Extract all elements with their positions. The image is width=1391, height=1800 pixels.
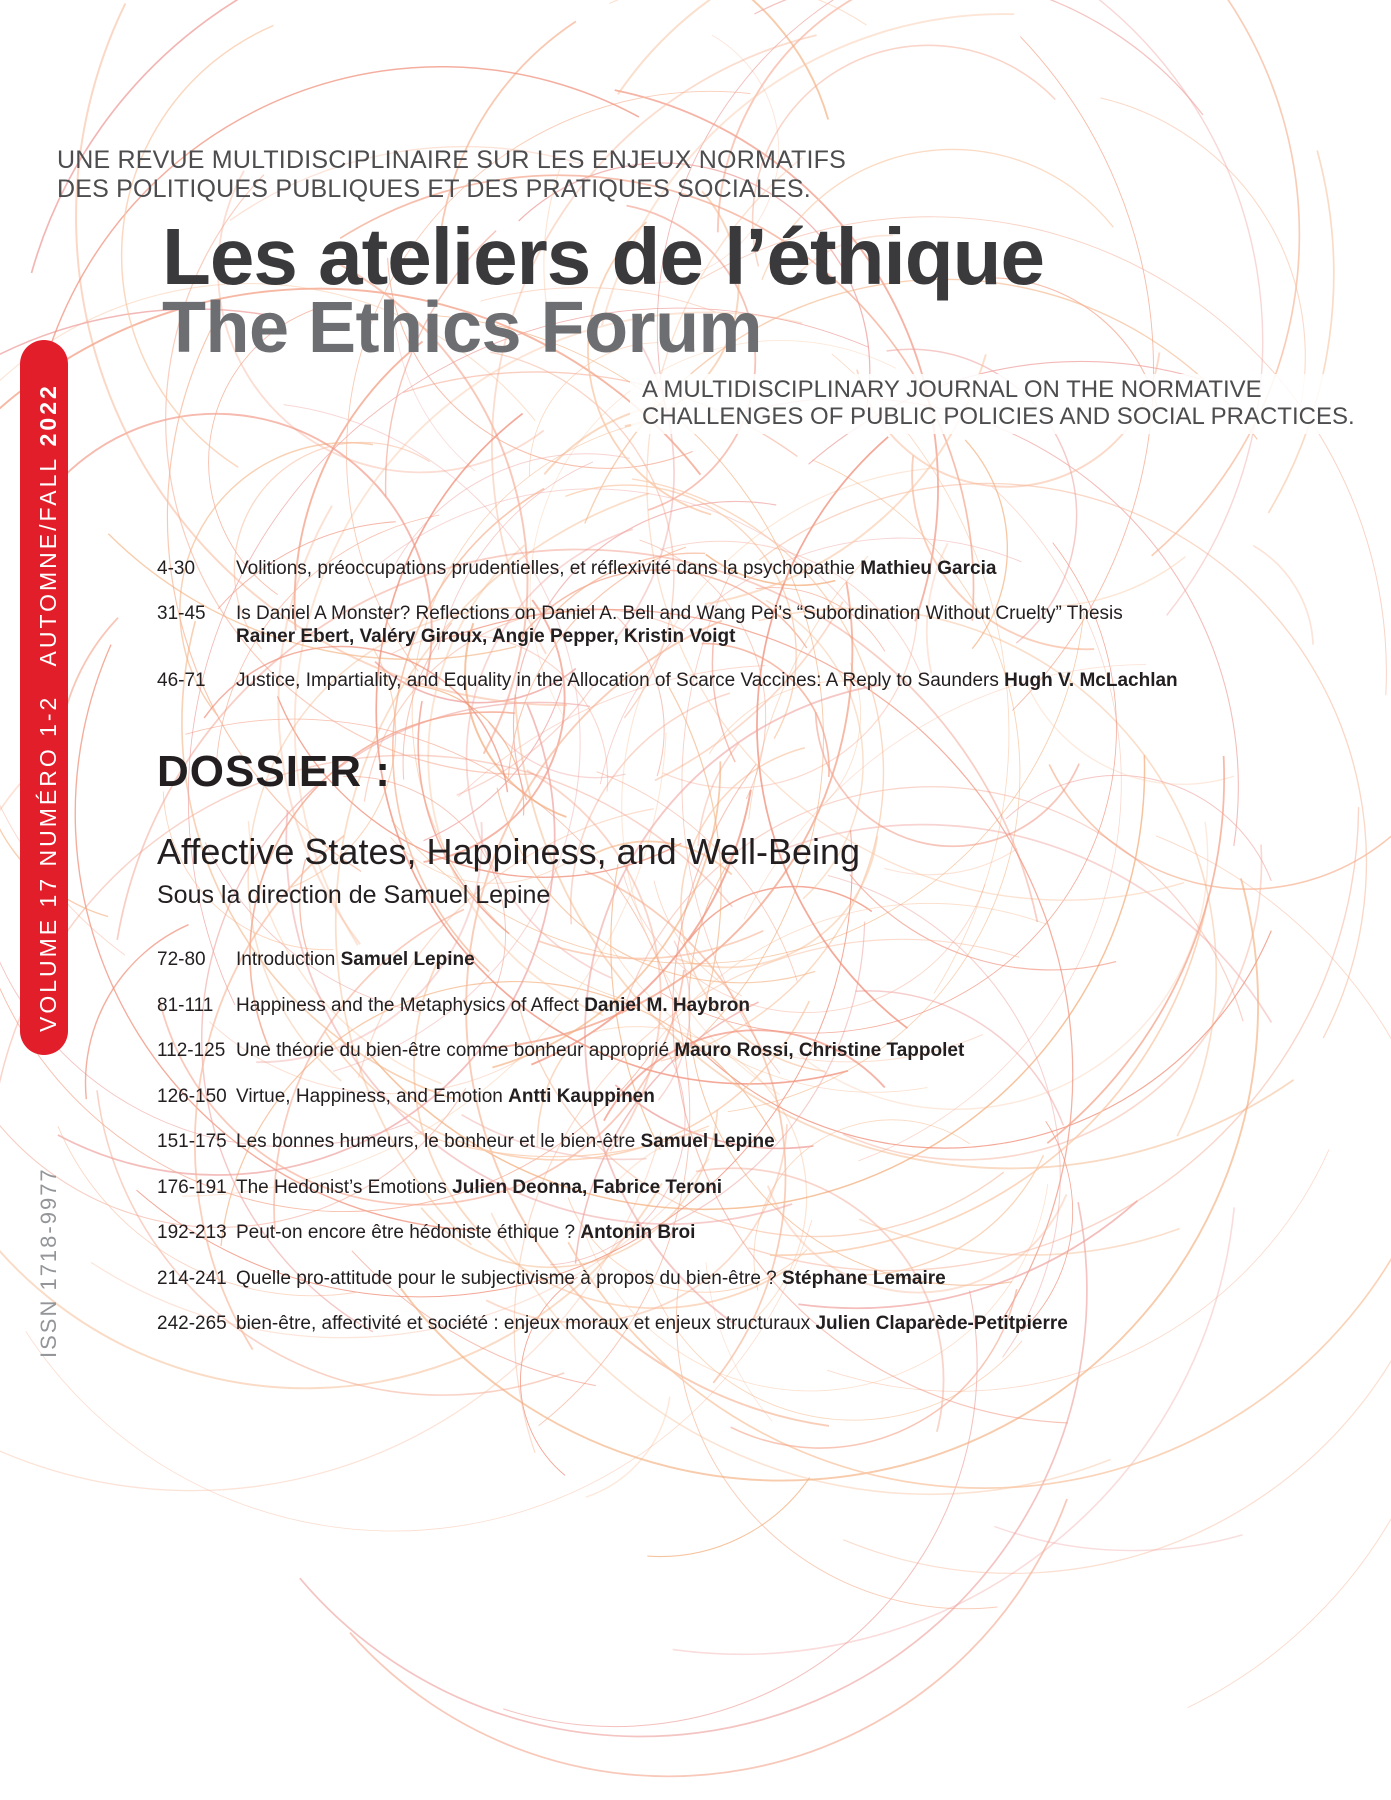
dossier-entry[interactable]: [157, 1312, 1337, 1335]
dossier-pages: 112-125: [157, 1040, 226, 1061]
dossier-article-title: Introduction: [236, 949, 336, 970]
background-arc: [1006, 775, 1272, 880]
dossier-entry[interactable]: [157, 1039, 1337, 1062]
dossier-entry[interactable]: [157, 1221, 1337, 1244]
issn-text: ISSN 1718-9977: [36, 1167, 61, 1358]
dossier-article-authors: Daniel M. Haybron: [584, 994, 750, 1016]
dossier-article-title: Happiness and the Metaphysics of Affect: [236, 994, 579, 1016]
dossier-editor: Sous la direction de Samuel Lepine: [157, 881, 551, 909]
background-arc: [586, 1397, 670, 1498]
background-arc: [884, 849, 1017, 875]
dossier-article-authors: Samuel Lepine: [640, 1131, 775, 1152]
article-pages: 4-30: [157, 558, 196, 579]
volume-year: 2022: [35, 383, 61, 447]
background-arc: [618, 0, 828, 94]
background-arc: [994, 1527, 1242, 1551]
article-title: Is Daniel A Monster? Reflections on Daniel A. Bell and Wang Pei’s “Subordination Without Cruelty” Thesis: [236, 603, 1123, 624]
background-arc: [444, 0, 828, 120]
article-authors: Hugh V. McLachlan: [1004, 670, 1178, 691]
tagline-english-line-1: A MULTIDISCIPLINARY JOURNAL ON THE NORMATIVE: [642, 376, 1262, 403]
dossier-pages: 151-175: [157, 1131, 227, 1152]
dossier-pages: 192-213: [157, 1222, 227, 1243]
dossier-entry[interactable]: [157, 948, 1337, 971]
background-arc: [1268, 151, 1333, 514]
article-authors: Mathieu Garcia: [860, 558, 997, 579]
article-authors: Rainer Ebert, Valéry Giroux, Angie Pepper, Kristin Voigt: [236, 626, 736, 647]
tagline-english: [630, 374, 1355, 434]
dossier-entry[interactable]: [157, 1130, 1337, 1153]
article-title: Justice, Impartiality, and Equality in the Allocation of Scarce Vaccines: A Reply to Saunders: [236, 670, 999, 691]
volume-season: AUTOMNE/FALL: [35, 455, 61, 667]
dossier-article-title: Quelle pro-attitude pour le subjectivisme à propos du bien-être ?: [236, 1267, 777, 1289]
journal-title-english: The Ethics Forum: [162, 288, 763, 368]
dossier-pages: 72-80: [157, 949, 206, 970]
article-entry[interactable]: [157, 669, 1337, 692]
article-entry[interactable]: [157, 557, 1337, 580]
dossier-article-title: Une théorie du bien-être comme bonheur approprié: [236, 1040, 670, 1061]
background-arc: [350, 1499, 1067, 1776]
dossier-article-authors: Julien Deonna, Fabrice Teroni: [452, 1176, 723, 1198]
dossier-entry[interactable]: [157, 994, 1337, 1017]
dossier-article-authors: Mauro Rossi, Christine Tappolet: [674, 1040, 965, 1061]
article-pages: 46-71: [157, 670, 206, 691]
dossier-article-title: Peut-on encore être hédoniste éthique ?: [236, 1222, 576, 1243]
dossier-entry[interactable]: [157, 1176, 1337, 1199]
dossier-article-title: bien-être, affectivité et société : enjeux moraux et enjeux structuraux: [236, 1313, 811, 1334]
background-arc: [609, 0, 866, 25]
dossier-article-authors: Julien Claparède-Petitpierre: [815, 1313, 1068, 1334]
dossier-pages: 214-241: [157, 1267, 227, 1289]
background-arc: [1049, 747, 1391, 889]
issn-label: [30, 1060, 70, 1360]
background-arc: [647, 1478, 809, 1557]
tagline-english-line-2: CHALLENGES OF PUBLIC POLICIES AND SOCIAL PRACTICES.: [642, 403, 1355, 430]
dossier-heading: DOSSIER :: [157, 747, 391, 796]
dossier-pages: 176-191: [157, 1176, 227, 1198]
dossier-pages: 242-265: [157, 1313, 227, 1334]
dossier-article-title: Virtue, Happiness, and Emotion: [236, 1085, 503, 1107]
tagline-french: [57, 146, 846, 204]
dossier-article-authors: Antonin Broi: [580, 1222, 696, 1243]
article-entry[interactable]: [157, 602, 1337, 648]
article-pages: 31-45: [157, 603, 206, 624]
dossier-title: Affective States, Happiness, and Well-Being: [157, 831, 861, 872]
dossier-articles-list: [157, 948, 1337, 1358]
volume-number: VOLUME 17 NUMÉRO 1-2: [35, 694, 61, 1032]
dossier-entry[interactable]: [157, 1085, 1337, 1108]
dossier-article-authors: Antti Kauppinen: [508, 1085, 655, 1107]
journal-title-french: Les ateliers de l’éthique: [162, 212, 1044, 301]
dossier-pages: 81-111: [157, 994, 214, 1016]
dossier-pages: 126-150: [157, 1085, 227, 1107]
dossier-article-authors: Stéphane Lemaire: [782, 1267, 946, 1289]
dossier-article-authors: Samuel Lepine: [340, 949, 475, 970]
tagline-french-line-2: DES POLITIQUES PUBLIQUES ET DES PRATIQUES SOCIALES.: [57, 175, 811, 203]
dossier-entry[interactable]: [157, 1267, 1337, 1290]
article-title: Volitions, préoccupations prudentielles, et réflexivité dans la psychopathie: [236, 558, 855, 579]
dossier-article-title: Les bonnes humeurs, le bonheur et le bien-être: [236, 1131, 636, 1152]
dossier-article-title: The Hedonist’s Emotions: [236, 1176, 447, 1198]
tagline-french-line-1: UNE REVUE MULTIDISCIPLINAIRE SUR LES ENJEUX NORMATIFS: [57, 146, 846, 174]
articles-list: [157, 557, 1337, 714]
